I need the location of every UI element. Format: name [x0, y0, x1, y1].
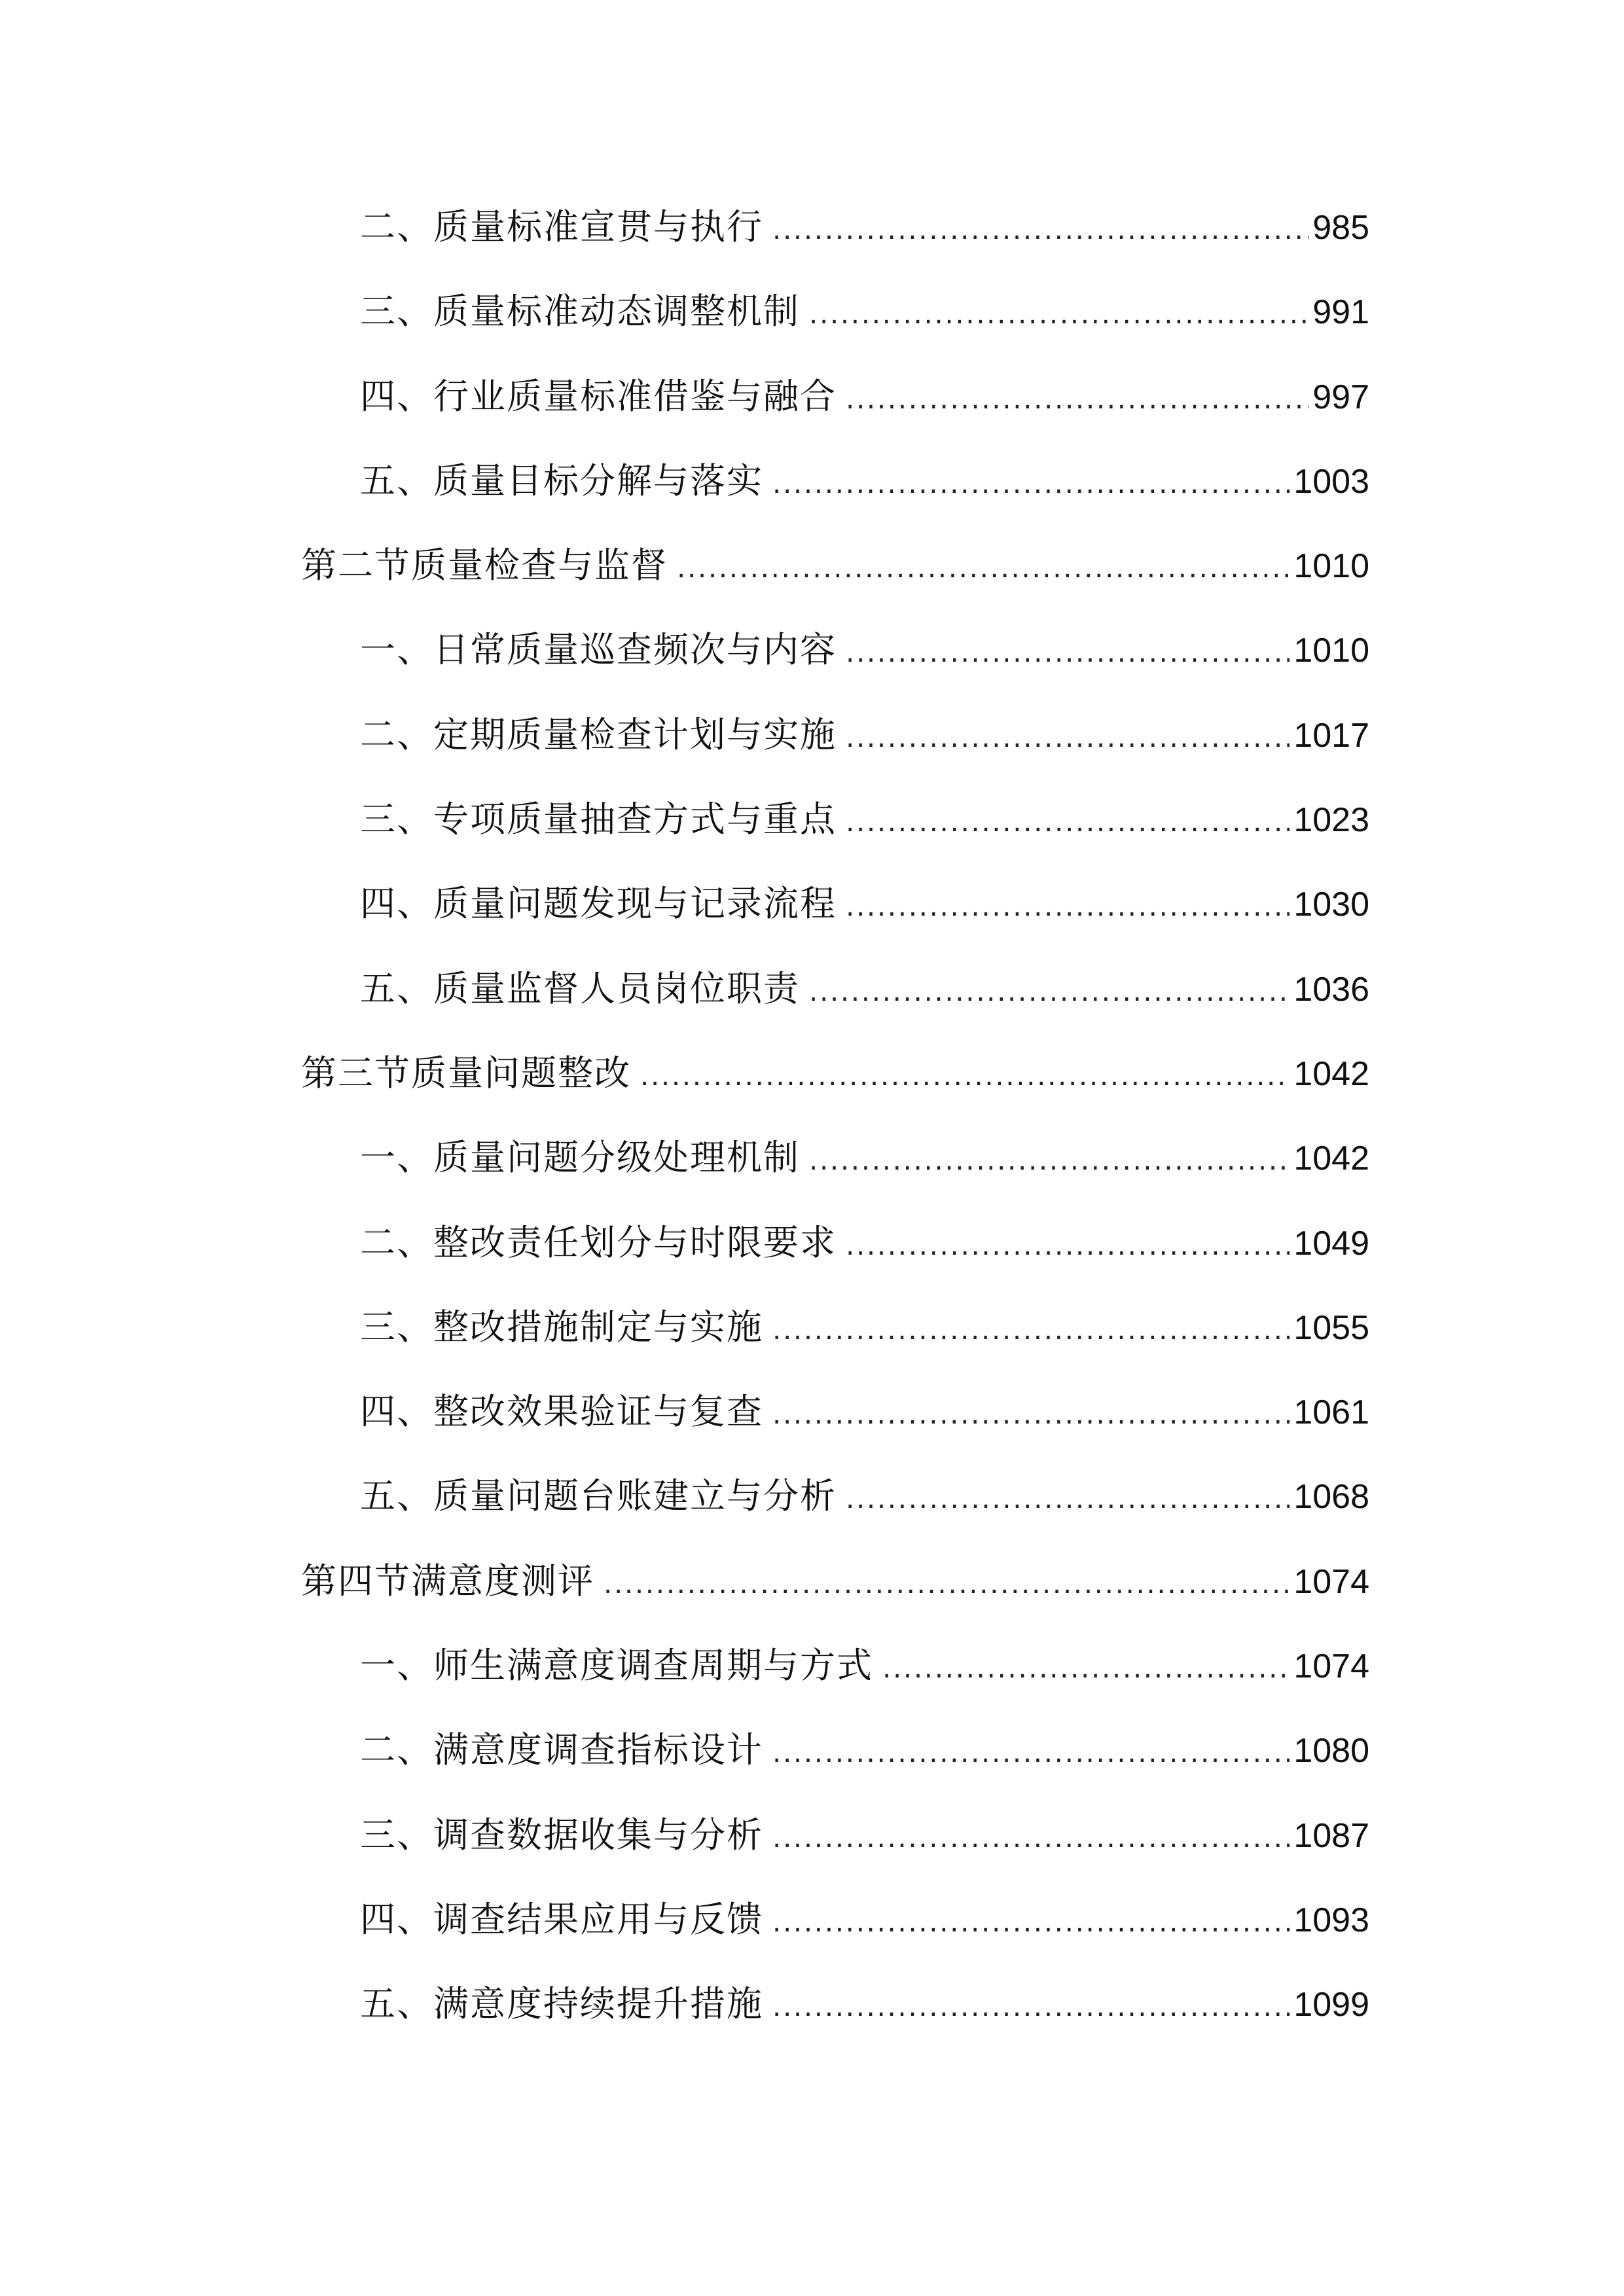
toc-entry-title: 三、质量标准动态调整机制 [360, 291, 800, 332]
toc-subsection-entry [301, 1729, 1369, 1817]
toc-subsection-entry [301, 1645, 1369, 1732]
toc-entry-title: 二、定期质量检查计划与实施 [360, 713, 837, 755]
toc-entry-page-number: 1042 [1293, 1139, 1369, 1178]
dot-leader [772, 470, 1290, 497]
toc-section-entry [301, 1560, 1369, 1648]
toc-subsection-entry [301, 1898, 1369, 1986]
toc-subsection-entry [301, 1306, 1369, 1394]
dot-leader [772, 1824, 1290, 1852]
toc-entry-title: 第三节质量问题整改 [301, 1052, 631, 1094]
dot-leader [772, 1739, 1290, 1767]
toc-entry-page-number: 1036 [1293, 970, 1369, 1009]
toc-entry-page-number: 985 [1312, 209, 1369, 247]
toc-entry-title: 五、质量目标分解与落实 [360, 459, 763, 501]
dot-leader [640, 1062, 1290, 1090]
toc-entry-page-number: 1080 [1293, 1732, 1369, 1770]
dot-leader [846, 893, 1290, 920]
toc-entry-page-number: 1055 [1293, 1308, 1369, 1347]
toc-entry-title: 二、质量标准宣贯与执行 [360, 206, 763, 247]
toc-subsection-entry [301, 629, 1369, 717]
toc-subsection-entry [301, 1137, 1369, 1225]
toc-entry-title: 一、师生满意度调查周期与方式 [360, 1645, 873, 1687]
dot-leader [677, 554, 1290, 582]
toc-entry-title: 四、整改效果验证与复查 [360, 1391, 763, 1433]
dot-leader [809, 978, 1290, 1005]
toc-entry-page-number: 997 [1312, 378, 1369, 416]
dot-leader [846, 1485, 1290, 1513]
dot-leader [604, 1570, 1290, 1598]
toc-subsection-entry [301, 1391, 1369, 1479]
toc-entry-title: 四、质量问题发现与记录流程 [360, 883, 837, 925]
dot-leader [772, 1909, 1290, 1936]
toc-subsection-entry [301, 798, 1369, 886]
toc-entry-page-number: 991 [1312, 293, 1369, 332]
toc-entry-page-number: 1074 [1293, 1562, 1369, 1601]
toc-subsection-entry [301, 883, 1369, 971]
toc-entry-title: 三、调查数据收集与分析 [360, 1814, 763, 1856]
toc-subsection-entry [301, 967, 1369, 1056]
toc-entry-title: 第二节质量检查与监督 [301, 545, 668, 586]
dot-leader [772, 216, 1308, 243]
toc-entry-title: 二、满意度调查指标设计 [360, 1729, 763, 1771]
toc-subsection-entry [301, 375, 1369, 463]
toc-subsection-entry [301, 1814, 1369, 1902]
toc-entry-page-number: 1099 [1293, 1986, 1369, 2024]
toc-entry-title: 一、日常质量巡查频次与内容 [360, 629, 837, 671]
dot-leader [882, 1655, 1290, 1682]
toc-entry-page-number: 1010 [1293, 547, 1369, 586]
toc-entry-page-number: 1074 [1293, 1647, 1369, 1686]
dot-leader [772, 1401, 1290, 1428]
dot-leader [846, 808, 1290, 836]
toc-subsection-entry [301, 1221, 1369, 1310]
toc-entry-page-number: 1061 [1293, 1393, 1369, 1432]
toc-entry-page-number: 1042 [1293, 1054, 1369, 1093]
toc-entry-page-number: 1003 [1293, 462, 1369, 501]
toc-entry-title: 五、质量监督人员岗位职责 [360, 967, 800, 1009]
toc-entry-page-number: 1010 [1293, 632, 1369, 670]
toc-section-entry [301, 1052, 1369, 1140]
toc-subsection-entry [301, 1475, 1369, 1563]
toc-entry-title: 四、调查结果应用与反馈 [360, 1898, 763, 1940]
dot-leader [809, 1147, 1290, 1174]
toc-entry-page-number: 1030 [1293, 886, 1369, 924]
dot-leader [846, 386, 1308, 413]
toc-entry-title: 一、质量问题分级处理机制 [360, 1137, 800, 1179]
toc-entry-title: 二、整改责任划分与时限要求 [360, 1221, 837, 1263]
toc-entry-title: 三、专项质量抽查方式与重点 [360, 798, 837, 840]
toc-entry-page-number: 1068 [1293, 1478, 1369, 1516]
toc-entry-title: 四、行业质量标准借鉴与融合 [360, 375, 837, 417]
dot-leader [846, 1232, 1290, 1259]
dot-leader [846, 724, 1290, 751]
toc-section-entry [301, 545, 1369, 632]
toc-entry-page-number: 1049 [1293, 1224, 1369, 1263]
toc-entry-title: 五、质量问题台账建立与分析 [360, 1475, 837, 1517]
toc-entry-page-number: 1087 [1293, 1816, 1369, 1855]
toc-entry-page-number: 1017 [1293, 716, 1369, 755]
dot-leader [846, 639, 1290, 666]
toc-subsection-entry [301, 713, 1369, 802]
dot-leader [809, 300, 1308, 328]
toc-subsection-entry [301, 1983, 1369, 2071]
toc-entry-title: 三、整改措施制定与实施 [360, 1306, 763, 1348]
toc-subsection-entry [301, 291, 1369, 378]
dot-leader [772, 1316, 1290, 1344]
toc-entry-title: 五、满意度持续提升措施 [360, 1983, 763, 2025]
toc-entry-page-number: 1023 [1293, 801, 1369, 840]
toc-subsection-entry [301, 459, 1369, 548]
toc-entry-page-number: 1093 [1293, 1901, 1369, 1939]
toc-subsection-entry [301, 206, 1369, 294]
toc-entry-title: 第四节满意度测评 [301, 1560, 594, 1602]
dot-leader [772, 1993, 1290, 2020]
table-of-contents [301, 206, 1369, 2072]
